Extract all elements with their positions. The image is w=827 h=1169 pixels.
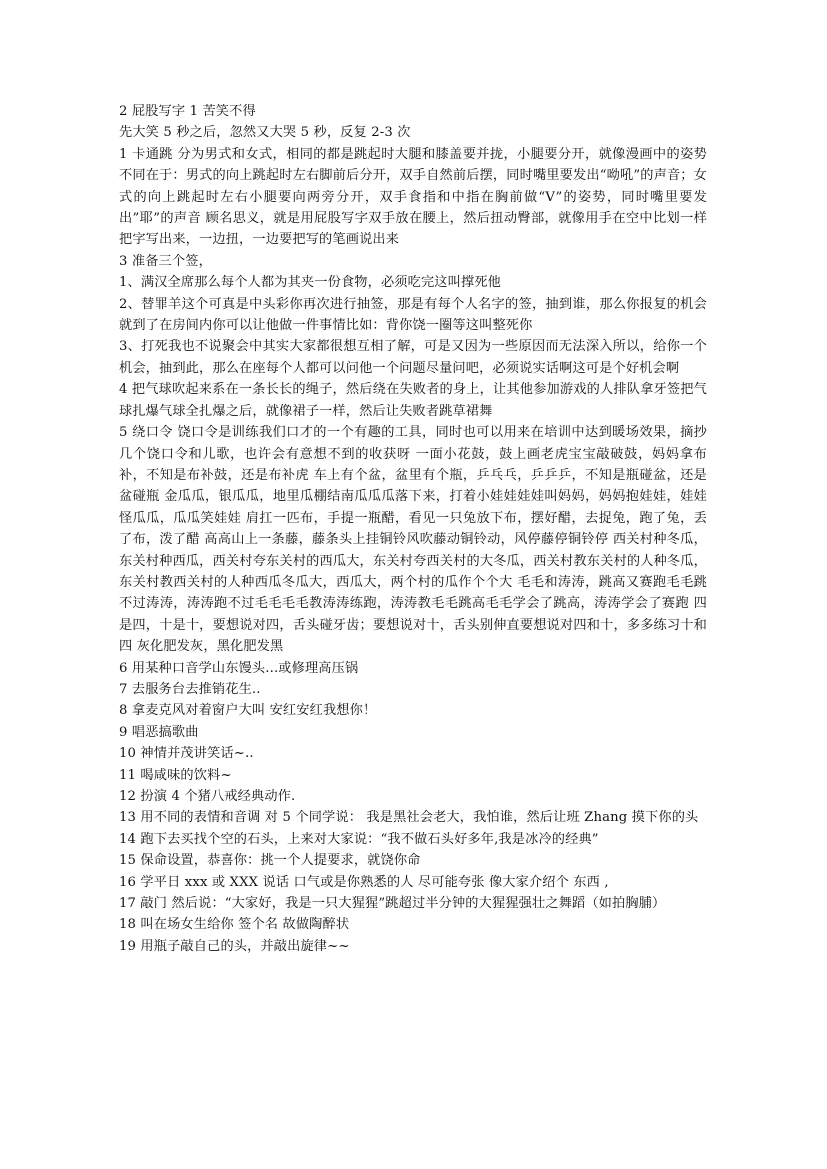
list-item: 12 扮演 4 个猪八戒经典动作.: [119, 789, 296, 804]
list-item: 10 神情并茂讲笑话~..: [119, 746, 254, 762]
list-item: 19 用瓶子敲自己的头，并敲出旋律~~: [119, 938, 350, 954]
list-item: 15 保命设置，恭喜你：挑一个人提要求，就饶你命: [119, 853, 421, 869]
document-body: [119, 101, 707, 957]
paragraph: 2、替罪羊这个可真是中头彩你再次进行抽签，那是有每个人名字的签，抽到谁，那么你报复的机会就到了在房间内你可以让他做一件事情比如：背你饶一圈等这叫整死你: [119, 296, 707, 334]
list-item: 13 用不同的表情和音调 对 5 个同学说： 我是黑社会老大，我怕谁，然后让班 Zhang 摸下你的头: [119, 810, 699, 826]
paragraph: 1、满汉全席那么每个人都为其夹一份食物，必须吃完这叫撑死他: [119, 275, 501, 291]
list-item: 9 唱恶搞歌曲: [119, 724, 199, 740]
list-item: 17 敲门 然后说：“大家好，我是一只大猩猩”跳超过半分钟的大猩猩强壮之舞蹈（如拍胸脯）: [119, 896, 666, 912]
paragraph: 5 绕口令 饶口令是训练我们口才的一个有趣的工具，同时也可以用来在培训中达到暖场效果，摘抄几个饶口令和儿歌，也许会有意想不到的收获呀 一面小花鼓，鼓上画老虎宝宝敲破鼓，妈妈拿布补，不知是布补鼓，还是布补虎 车上有个盆，盆里有个瓶，乒乓乓，乒乒乒，不知是瓶碰盆，还是盆碰瓶 金瓜瓜，银瓜瓜，地里瓜棚结南瓜瓜瓜落下来，打着小娃娃娃娃叫妈妈，妈妈抱娃娃，娃娃怪瓜瓜，瓜瓜笑娃娃 肩扛一匹布，手提一瓶醋，看见一只兔放下布，摆好醋，去捉兔，跑了兔，丢了布，泼了醋 高高山上一条藤，藤条头上挂铜铃风吹藤动铜铃动，风停藤停铜铃停 西关村种冬瓜，东关村种西瓜，西关村夸东关村的西瓜大，东关村夸西关村的大冬瓜，西关村教东关村的人种冬瓜，东关村教西关村的人种西瓜冬瓜大，西瓜大，两个村的瓜作个个大 毛毛和涛涛，跳高又赛跑毛毛跳不过涛涛，涛涛跑不过毛毛毛毛教涛涛练跑，涛涛教毛毛跳高毛毛学会了跳高，涛涛学会了赛跑 四是四，十是十，要想说对四，舌头碰牙齿；要想说对十，舌头别伸直要想说对四和十，多多练习十和四 灰化肥发灰，黑化肥发黑: [119, 425, 707, 655]
list-item: 14 跑下去买找个空的石头，上来对大家说：“我不做石头好多年,我是冰冷的经典”: [119, 831, 599, 847]
list-item: 8 拿麦克风对着窗户大叫 安红安红我想你！: [119, 703, 377, 719]
list-item: 7 去服务台去推销花生..: [119, 681, 261, 697]
paragraph: 4 把气球吹起来系在一条长长的绳子，然后绕在失败者的身上，让其他参加游戏的人排队拿牙签把气球扎爆气球全扎爆之后，就像裙子一样，然后让失败者跳草裙舞: [119, 382, 707, 419]
list-item: 11 喝咸味的饮料~: [119, 767, 232, 783]
heading-line: 2 屁股写字 1 苦笑不得: [119, 104, 256, 119]
paragraph: 1 卡通跳 分为男式和女式，相同的都是跳起时大腿和膝盖要并拢，小腿要分开，就像漫画中的姿势不同在于：男式的向上跳起时左右脚前后分开，双手自然前后摆，同时嘴里要发出“呦吼”的声音；女式的向上跳起时左右小腿要向两旁分开，双手食指和中指在胸前做“V”的姿势，同时嘴里要发出”耶”的声音 顾名思义，就是用屁股写字双手放在腰上，然后扭动臀部，就像用手在空中比划一样把字写出来，一边扭，一边要把写的笔画说出来: [119, 146, 707, 248]
paragraph: 3 准备三个签，: [119, 253, 212, 269]
list-item: 18 叫在场女生给你 签个名 故做陶醉状: [119, 917, 350, 933]
list-item: 6 用某种口音学山东馒头...或修理高压锅: [119, 660, 359, 676]
paragraph: 先大笑 5 秒之后，忽然又大哭 5 秒，反复 2-3 次: [119, 125, 411, 141]
paragraph: 3、打死我也不说聚会中其实大家都很想互相了解，可是又因为一些原因而无法深入所以，给你一个机会，抽到此，那么在座每个人都可以问他一个问题尽量问吧，必须说实话啊这可是个好机会啊: [119, 339, 707, 376]
list-item: 16 学平日 xxx 或 XXX 说话 口气或是你熟悉的人 尽可能夸张 像大家介绍个 东西 ,: [119, 874, 609, 890]
